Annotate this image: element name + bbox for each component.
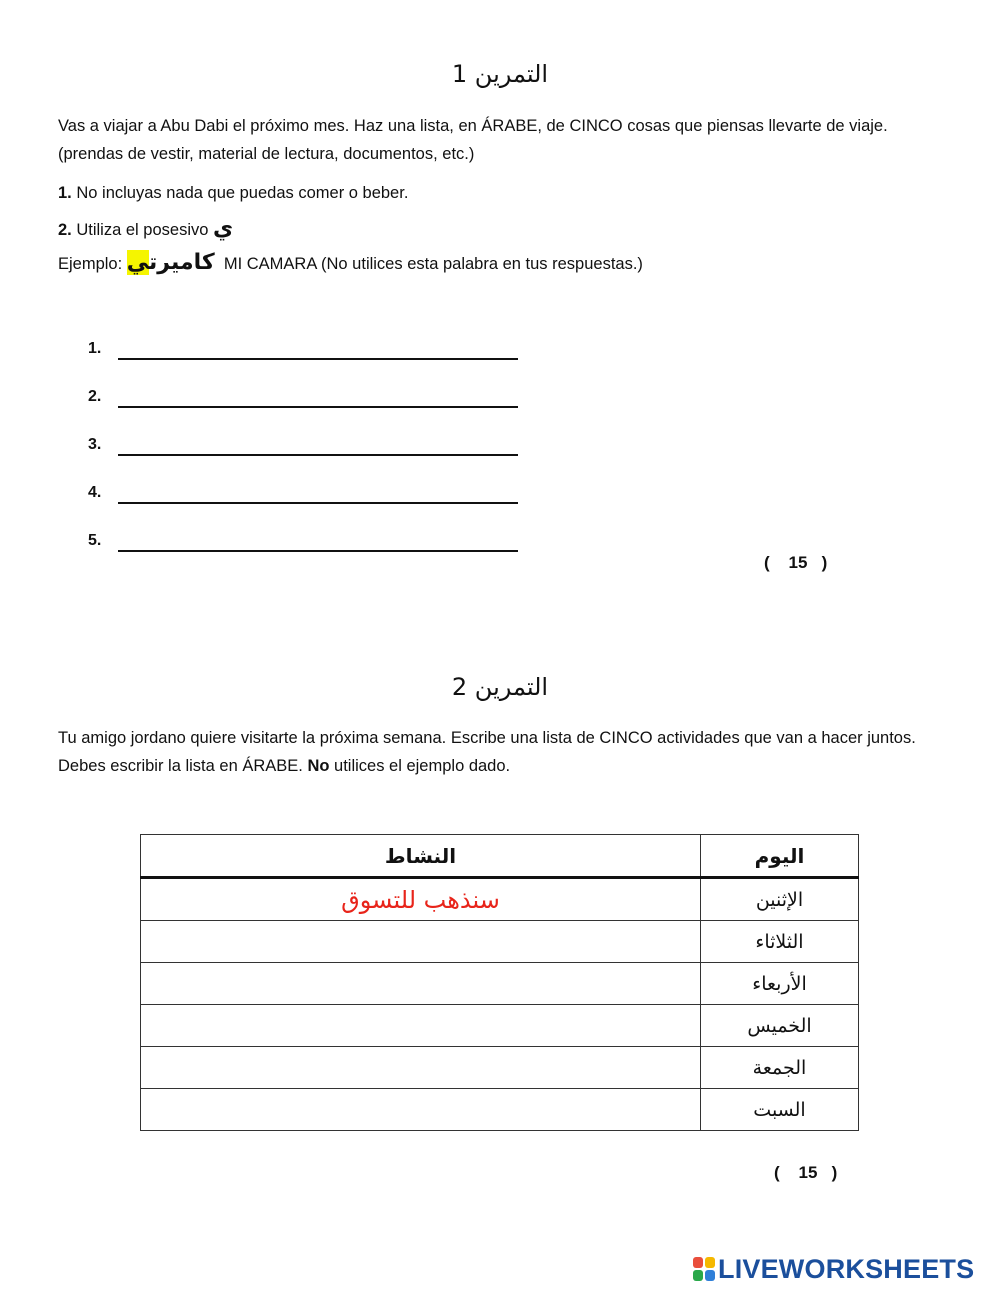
activity-input-cell[interactable] bbox=[141, 921, 701, 963]
liveworksheets-logo-icon bbox=[693, 1257, 715, 1281]
example-arabic-stem: كاميرت bbox=[149, 250, 215, 275]
liveworksheets-logo-text: LIVEWORKSHEETS bbox=[718, 1253, 975, 1284]
day-cell: الأربعاء bbox=[701, 963, 859, 1005]
exercise1-example bbox=[58, 250, 643, 275]
example-arabic-suffix-highlight: ي bbox=[126, 250, 150, 275]
activity-input-cell[interactable] bbox=[141, 1047, 701, 1089]
exercise1-intro: Vas a viajar a Abu Dabi el próximo mes. Haz una lista, en ÁRABE, de CINCO cosas que piensas llevarte de viaje. (prendas de vestir, material de lectura, documentos, etc.) bbox=[58, 117, 888, 163]
exercise2-score: ( 15 ) bbox=[774, 1163, 838, 1182]
activity-input-cell[interactable] bbox=[141, 963, 701, 1005]
table-row bbox=[141, 1005, 859, 1047]
example-label: Ejemplo: bbox=[58, 255, 127, 273]
table-row bbox=[141, 1047, 859, 1089]
activity-input-cell[interactable] bbox=[141, 1005, 701, 1047]
day-cell: الثلاثاء bbox=[701, 921, 859, 963]
exercise2-intro-part1: Tu amigo jordano quiere visitarte la próxima semana. Escribe una lista de CINCO actividades que van a hacer juntos. Debes escribir la lista en ÁRABE. bbox=[58, 729, 916, 775]
answer-number: 4. bbox=[88, 484, 102, 501]
exercise2-intro-part2: utilices el ejemplo dado. bbox=[329, 757, 511, 775]
exercise2-title: التمرين 2 bbox=[451, 673, 549, 701]
table-row bbox=[141, 1089, 859, 1131]
rule1-number: 1. bbox=[58, 184, 72, 202]
exercise1-score: ( 15 ) bbox=[764, 553, 828, 572]
table-row bbox=[141, 921, 859, 963]
exercise1-title: التمرين 1 bbox=[451, 60, 549, 88]
activity-cell: سنذهب للتسوق bbox=[141, 878, 701, 921]
answer-number: 3. bbox=[88, 436, 102, 453]
answer-number: 1. bbox=[88, 340, 102, 357]
liveworksheets-logo bbox=[693, 1254, 974, 1284]
exercise2-intro-bold: No bbox=[307, 757, 330, 775]
answer-line-4[interactable] bbox=[118, 484, 518, 504]
table-row bbox=[141, 963, 859, 1005]
exercise2-intro bbox=[58, 724, 938, 780]
rule2-number: 2. bbox=[58, 221, 72, 239]
activity-input-cell[interactable] bbox=[141, 1089, 701, 1131]
answer-number: 2. bbox=[88, 388, 102, 405]
example-arabic-word bbox=[127, 250, 215, 275]
possessive-suffix: ي bbox=[213, 216, 234, 241]
answer-number: 5. bbox=[88, 532, 102, 549]
day-cell: الجمعة bbox=[701, 1047, 859, 1089]
table-row bbox=[141, 878, 859, 921]
day-cell: الإثنين bbox=[701, 878, 859, 921]
rule2-text: Utiliza el posesivo bbox=[71, 221, 213, 239]
rule1-text: No incluyas nada que puedas comer o beber. bbox=[71, 184, 409, 202]
answer-line-1[interactable] bbox=[118, 340, 518, 360]
day-cell: الخميس bbox=[701, 1005, 859, 1047]
answer-line-2[interactable] bbox=[118, 388, 518, 408]
answer-line-5[interactable] bbox=[118, 532, 518, 552]
header-day: اليوم bbox=[701, 835, 859, 878]
example-translation: MI CAMARA (No utilices esta palabra en tus respuestas.) bbox=[223, 255, 643, 273]
day-cell: السبت bbox=[701, 1089, 859, 1131]
activities-table bbox=[140, 834, 859, 1131]
exercise1-rule2 bbox=[58, 216, 233, 241]
answer-line-3[interactable] bbox=[118, 436, 518, 456]
header-activity: النشاط bbox=[141, 835, 701, 878]
table-header-row bbox=[141, 835, 859, 878]
exercise1-rule1 bbox=[58, 184, 408, 203]
